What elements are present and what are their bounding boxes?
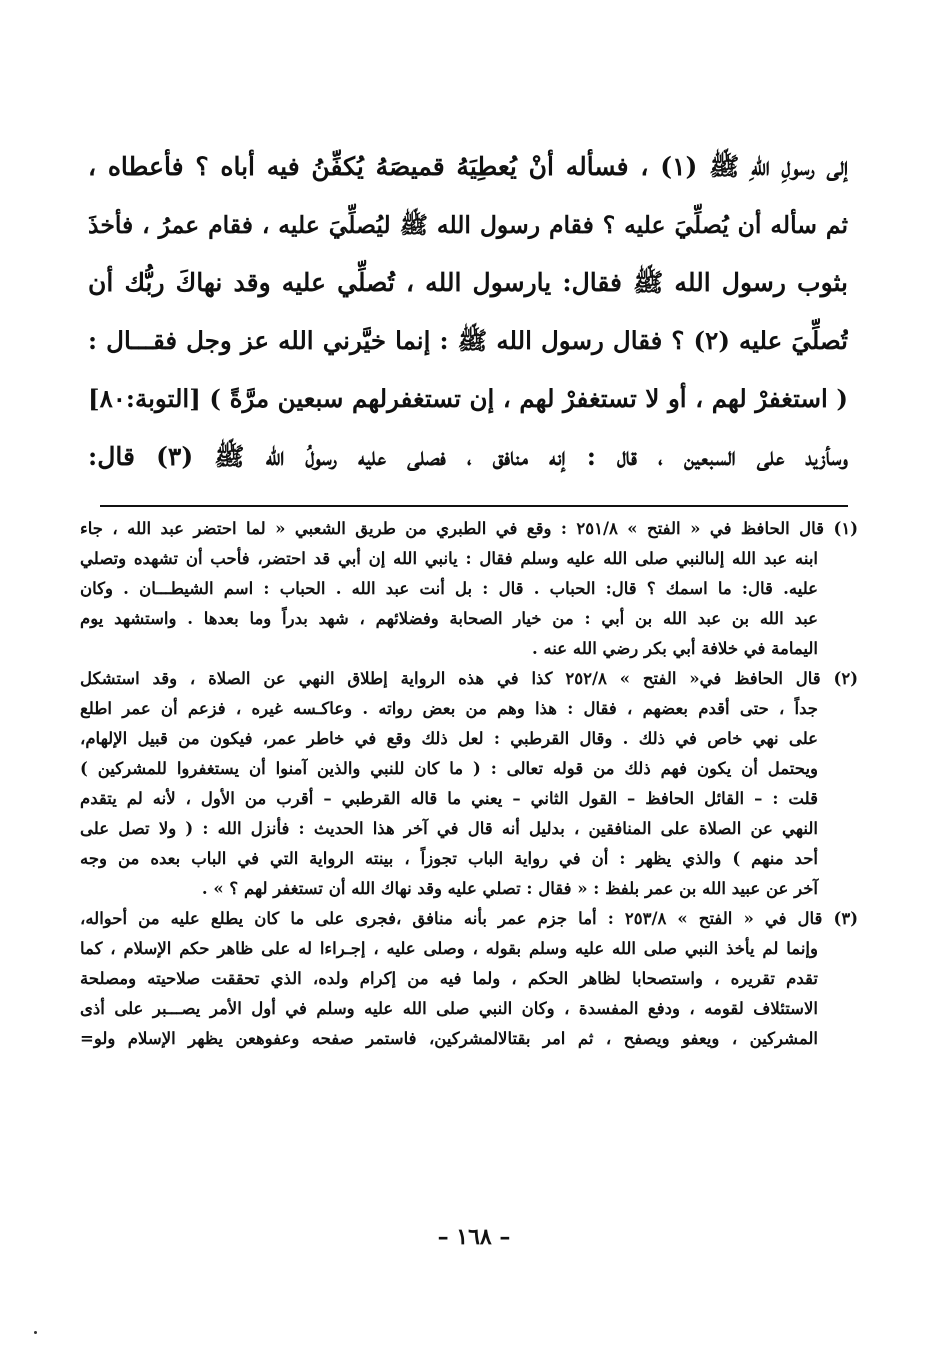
footnote-line: ابنه عبد الله إلىالنبي صلى الله عليه وسلم فقال : يانبي الله إن أبي قد احتضر، فأحب أن تشهده وتصلي	[80, 549, 818, 568]
footnote-2	[80, 664, 858, 904]
footnote-line: الاستئلاف لقومه ، ودفع المفسدة ، وكان النبي صلى الله عليه وسلم في أول الأمر يصـــبر على أذى	[80, 999, 818, 1018]
footnote-line: على نهي خاص في ذلك . وقال القرطبي : لعل ذلك وقع في خاطر عمر، فيكون من قبيل الإلهام،	[80, 729, 818, 748]
footnote-line: قلت : – القائل الحافظ – القول الثاني – يعني ما قاله القرطبي – أقرب من الأول ، لأنه لم يتقدم	[80, 789, 818, 808]
main-text-line: تُصلِّيَ عليه (٢) ؟ فقال رسول الله ﷺ : إنما خيَّرني الله عز وجل فقـــال :	[88, 326, 848, 355]
footnote-line: اليمامة في خلافة أبي بكر رضي الله عنه .	[531, 639, 818, 658]
footnote-line: ويحتمل أن يكون فهم ذلك من قوله تعالى : ( ما كان للنبي والذين آمنوا أن يستغفروا للمشركين )	[80, 759, 818, 778]
page-number: – ١٦٨ –	[437, 1224, 511, 1250]
footnote-line: أحد منهم ) والذي يظهر : أن في رواية الباب تجوزاً ، بينته الرواية التي في الباب بعده من وجه	[80, 849, 818, 868]
footnote-line: آخر عن عبيد الله بن عمر بلفظ : « فقال : تصلي عليه وقد نهاك الله أن تستغفر لهم ؟ » .	[201, 879, 818, 898]
footnote-line: (١) قال الحافظ في « الفتح » ٢٥١/٨ : وقع في الطبري من طريق الشعبي « لما احتضر عبد الله ، جاء	[80, 519, 858, 538]
footnote-divider	[100, 505, 848, 507]
footnote-line: تقدم تقريره ، واستصحابا لظاهر الحكم ، ولما فيه من إكرام ولده، الذي تحققت صلاحيته ومصلحة	[80, 969, 818, 988]
main-text-line: ( استغفرْ لهم ، أو لا تستغفرْ لهم ، إن تستغفرلهم سبعين مرَّةً ) [التوبة:٨٠]	[88, 384, 848, 413]
footnote-line: (٣) قال في « الفتح » ٢٥٣/٨ : أما جزم عمر بأنه منافق ،فجرى على ما كان يطلع عليه من أحواله،	[80, 909, 858, 928]
main-text	[88, 138, 848, 486]
main-text-line: وسأزيد على السبعين ، قال : إنه منافق ، فصلى عليه رسولُ الله ﷺ (٣) قال:	[88, 442, 848, 471]
main-text-line: بثوب رسول الله ﷺ فقال: يارسول الله ، تُصلِّي عليه وقد نهاكَ ربُّك أن	[88, 268, 848, 297]
footnotes	[80, 514, 858, 1054]
footnote-line: جداً ، حتى أقدم بعضهم ، فقال : هذا وهم من بعض رواته . وعاكـسه غيره ، فزعم أن عمر اطلع	[80, 699, 818, 718]
footnote-1	[80, 514, 858, 664]
footnote-line: (٢) قال الحافظ في« الفتح » ٢٥٢/٨ كذا في هذه الرواية إطلاق النهي عن الصلاة ، وقد استشكل	[80, 669, 858, 688]
footnote-line: المشركين ، ويعفو ويصفح ، ثم امر بقتالالمشركين، فاستمر صفحه وعفوهعن يظهر الإسلام ولو=	[80, 1029, 818, 1048]
footnote-line: وإنما لم يأخذ النبي صلى الله عليه وسلم بقوله ، وصلى عليه ، إجـراءا له على ظاهر حكم الإسلام ، كما	[80, 939, 818, 958]
footnote-line: عبد الله بن عبد الله بن أبي : من خيار الصحابة وفضلائهم ، شهد بدراً وما بعدها . واستشهد يوم	[80, 609, 818, 628]
main-text-line: ثم سأله أن يُصلِّيَ عليه ؟ فقام رسول الله ﷺ ليُصلِّيَ عليه ، فقام عمرُ ، فأخذَ	[88, 211, 848, 239]
scan-speck	[34, 1331, 37, 1334]
footnote-3	[80, 904, 858, 1054]
footnote-line: عليه. قال: ما اسمك ؟ قال: الحباب . قال : بل أنت عبد الله . الحباب : اسم الشيطـــان . وكان	[80, 579, 818, 598]
main-text-line: إلى رسولِ اللهِ ﷺ (١) ، فسأله أنْ يُعطِيَهُ قميصَهُ يُكفِّنُ فيه أباه ؟ فأعطاه ،	[88, 152, 848, 181]
footnote-line: النهي عن الصلاة على المنافقين ، بدليل أنه قال في آخر هذا الحديث : فأنزل الله : ( ولا تصل على	[80, 819, 818, 838]
